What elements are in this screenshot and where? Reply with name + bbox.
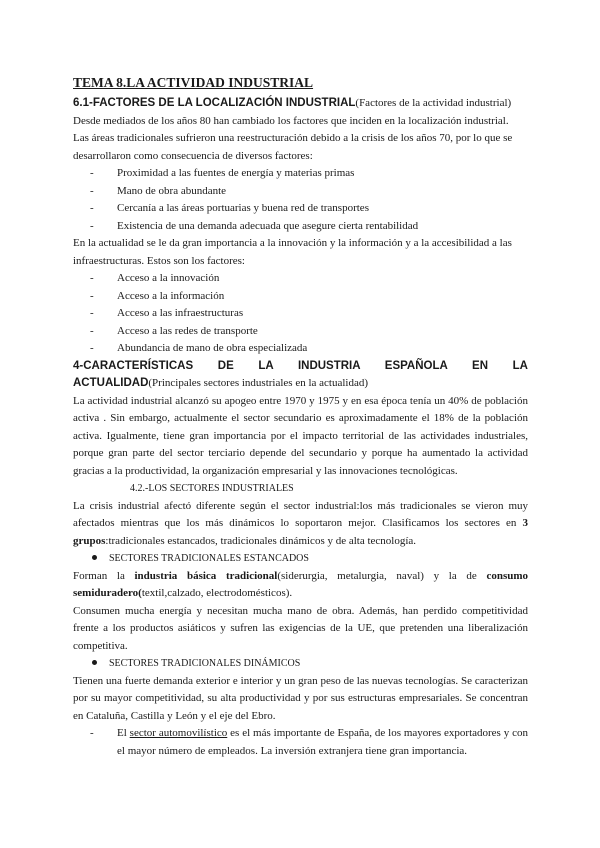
section-4-heading-note: (Principales sectores industriales en la actualidad) [148, 377, 369, 389]
section-4-paragraph-1: La actividad industrial alcanzó su apogeo entre 1970 y 1975 y en esa época tenía un 40% de población activa . Sin embargo, actualmente el sector secundario es aproximadamente el 18% de la población activa. Igualmente, tiene gran importancia por el impacto territorial de las actividades industriales, porque gran parte del sector terciario depende del secundario y porque ha aumentado la actividad gracias a la productividad, la organización empresarial y las innovaciones tecnológicas. [73, 394, 528, 477]
list-item [90, 725, 528, 760]
section-6-1-heading-text: 6.1-FACTORES DE LA LOCALIZACIÓN INDUSTRIAL [73, 97, 356, 109]
text-run: La crisis industrial afectó diferente según el sector industrial:los más tradicionales se vieron muy afectados mientras que los más dinámicos lo soportaron mejor. Clasificamos los sectores en [73, 499, 528, 529]
text-run: es el más importante de España, de los mayores exportadores y con el mayor número de empleados. La inversión extranjera tiene gran importancia. [117, 727, 528, 757]
page-title: TEMA 8.LA ACTIVIDAD INDUSTRIAL [73, 75, 314, 90]
bold-text: 3 grupos [73, 517, 528, 547]
bullet-heading-text: SECTORES TRADICIONALES DINÁMICOS [109, 658, 301, 669]
list-item: - Cercanía a las áreas portuarias y buena red de transportes [90, 200, 528, 218]
text-run: Forman la [73, 569, 135, 582]
bullet-heading-stagnant [73, 550, 528, 568]
list-item: - Acceso a las infraestructuras [90, 305, 528, 323]
section-4-2-paragraph-3: Consumen mucha energía y necesitan mucha mano de obra. Además, han perdido competitividad frente a los productos asiáticos y sufren las exigencias de la UE, que pretenden una liberalización competitiva. [73, 604, 528, 652]
list-item: - Acceso a la información [90, 288, 528, 306]
bullet-dot-icon [92, 555, 97, 560]
section-4-2-heading: 4.2.-LOS SECTORES INDUSTRIALES [130, 483, 294, 494]
bullet-heading-text: SECTORES TRADICIONALES ESTANCADOS [109, 553, 309, 564]
section-6-1-paragraph-2: Las áreas tradicionales sufrieron una reestructuración debido a la crisis de los años 70, por lo que se desarrollaron como consecuencia de diversos factores: [73, 132, 513, 162]
list-item: - Acceso a la innovación [90, 270, 528, 288]
section-6-1-paragraph-3: En la actualidad se le da gran importancia a la innovación y la información y a la accesibilidad a las infraestructuras. Estos son los factores: [73, 237, 512, 267]
dynamic-sectors-list [73, 725, 528, 760]
list-item: - Existencia de una demanda adecuada que asegure cierta rentabilidad [90, 218, 528, 236]
bold-text: consumo semiduradero( [73, 569, 528, 599]
bullet-heading-dynamic [73, 655, 528, 673]
factors-list-traditional [73, 165, 528, 235]
section-4-2-paragraph-1 [73, 498, 528, 551]
list-item: - Acceso a las redes de transporte [90, 323, 528, 341]
list-item: - Abundancia de mano de obra especializada [90, 340, 528, 358]
underlined-text: sector automovilístico [129, 727, 228, 739]
text-run: El [117, 727, 130, 739]
section-4-heading [73, 358, 528, 393]
list-item: - Proximidad a las fuentes de energía y materias primas [90, 165, 528, 183]
factors-list-current [73, 270, 528, 358]
text-run: textil,calzado, electrodomésticos). [141, 587, 293, 599]
list-item: - Mano de obra abundante [90, 183, 528, 201]
section-4-2-paragraph-4: Tienen una fuerte demanda exterior e interior y un gran peso de las nuevas tecnologías. Se caracterizan por su mayor competitividad, su alta productividad y por sus estructuras empresariales. Se concentran en Cataluña, Castilla y León y el eje del Ebro. [73, 674, 528, 722]
text-run: (siderurgia, metalurgia, naval) y la de [277, 569, 487, 582]
section-4-2-paragraph-2 [73, 568, 528, 603]
section-4-heading-text: 4-CARACTERÍSTICAS DE LA INDUSTRIA ESPAÑOLA EN LA ACTUALIDAD [73, 359, 528, 389]
bold-text: industria básica tradicional [134, 569, 278, 582]
section-6-1-heading [73, 95, 528, 113]
section-6-1-paragraph-1: Desde mediados de los años 80 han cambiado los factores que inciden en la localización industrial. [73, 114, 509, 127]
section-6-1-heading-note: (Factores de la actividad industrial) [355, 97, 512, 109]
bullet-dot-icon [92, 660, 97, 665]
text-run: :tradicionales estancados, tradicionales dinámicos y de alta tecnología. [105, 534, 417, 547]
